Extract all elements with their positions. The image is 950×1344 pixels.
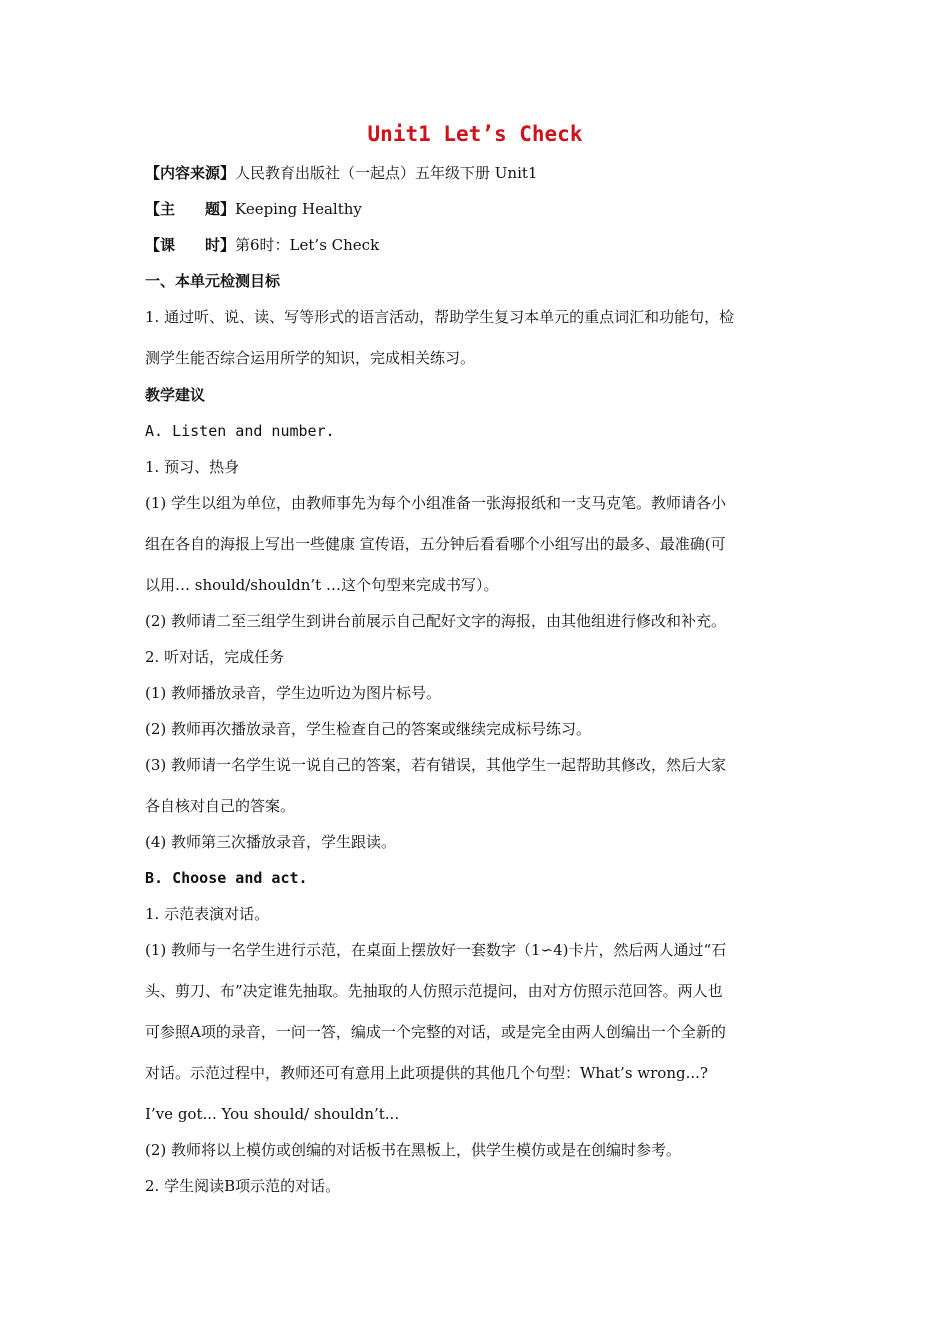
part-b-step1: 1. 示范表演对话。: [145, 905, 270, 923]
section-heading-goals: 一、本单元检测目标: [145, 272, 281, 290]
paragraph-line: (1) 教师播放录音，学生边听边为图片标号。: [145, 684, 442, 702]
meta-source: [145, 162, 810, 184]
meta-period: [145, 234, 810, 256]
meta-topic-value: Keeping Healthy: [235, 200, 362, 218]
meta-topic-label: 【主 题】: [145, 200, 236, 218]
section-heading-suggestions: 教学建议: [145, 386, 206, 404]
part-a-step2: 2. 听对话，完成任务: [145, 648, 285, 666]
part-b-heading: B. Choose and act.: [145, 869, 308, 887]
paragraph-line: (4) 教师第三次播放录音，学生跟读。: [145, 833, 397, 851]
document-title: Unit1 Let’s Check: [367, 122, 583, 146]
meta-period-value: 第6时：Let’s Check: [235, 236, 380, 254]
meta-period-label: 【课 时】: [145, 236, 236, 254]
goal-line: 1. 通过听、说、读、写等形式的语言活动，帮助学生复习本单元的重点词汇和功能句，检: [145, 308, 735, 326]
paragraph-line: (1) 学生以组为单位，由教师事先为每个小组准备一张海报纸和一支马克笔。教师请各小: [145, 494, 727, 512]
paragraph-line: 头、剪刀、布”决定谁先抽取。先抽取的人仿照示范提问，由对方仿照示范回答。两人也: [145, 982, 723, 1000]
paragraph-line: (2) 教师再次播放录音，学生检查自己的答案或继续完成标号练习。: [145, 720, 592, 738]
paragraph-line: (2) 教师请二至三组学生到讲台前展示自己配好文字的海报，由其他组进行修改和补充。: [145, 612, 727, 630]
part-b-step2: 2. 学生阅读B项示范的对话。: [145, 1177, 341, 1195]
paragraph-line: (3) 教师请一名学生说一说自己的答案，若有错误，其他学生一起帮助其修改，然后大家: [145, 756, 727, 774]
paragraph-line: 对话。示范过程中，教师还可有意用上此项提供的其他几个句型：What’s wrong...?: [145, 1064, 708, 1082]
part-a-heading: A. Listen and number.: [145, 422, 335, 440]
paragraph-line: 各自核对自己的答案。: [145, 797, 296, 815]
paragraph-line: 可参照A项的录音，一问一答，编成一个完整的对话，或是完全由两人创编出一个全新的: [145, 1023, 726, 1041]
meta-topic: [145, 198, 810, 220]
paragraph-line: (2) 教师将以上模仿或创编的对话板书在黑板上，供学生模仿或是在创编时参考。: [145, 1141, 682, 1159]
part-a-step1: 1. 预习、热身: [145, 458, 240, 476]
meta-source-value: 人民教育出版社（一起点）五年级下册 Unit1: [235, 164, 538, 182]
paragraph-line: (1) 教师与一名学生进行示范，在桌面上摆放好一套数字（1∽4)卡片，然后两人通过“石: [145, 941, 727, 959]
goal-line: 测学生能否综合运用所学的知识，完成相关练习。: [145, 349, 476, 367]
meta-source-label: 【内容来源】: [145, 164, 236, 182]
paragraph-line: I’ve got... You should/ shouldn’t...: [145, 1105, 400, 1123]
paragraph-line: 以用… should/shouldn’t …这个句型来完成书写）。: [145, 576, 499, 594]
paragraph-line: 组在各自的海报上写出一些健康 宣传语，五分钟后看看哪个小组写出的最多、最准确(可: [145, 535, 726, 553]
